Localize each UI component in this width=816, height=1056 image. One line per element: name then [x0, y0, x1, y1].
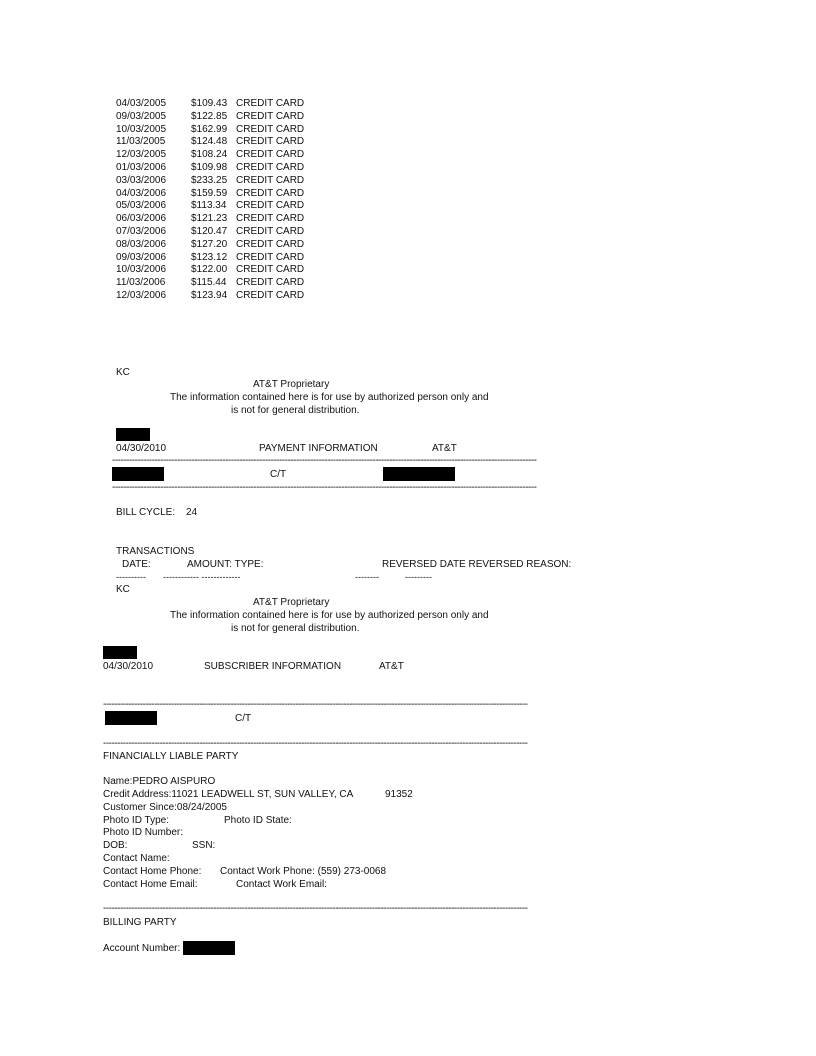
payment-type: CREDIT CARD	[236, 174, 305, 186]
bill-cycle-value: 24	[186, 507, 198, 518]
customer-name: Name:PEDRO AISPURO	[103, 776, 216, 787]
initials: KC	[116, 367, 130, 378]
payment-amount: $122.00	[191, 264, 228, 276]
dob: DOB:	[103, 840, 128, 851]
redaction-block	[105, 711, 157, 725]
payment-info-ct: C/T	[270, 469, 287, 480]
payment-date: 03/03/2006	[116, 174, 167, 186]
payment-type: CREDIT CARD	[236, 149, 305, 161]
contact-home-phone: Contact Home Phone:	[103, 866, 202, 877]
payment-date: 01/03/2006	[116, 162, 167, 173]
proprietary-title: AT&T Proprietary	[253, 597, 330, 608]
payment-date: 08/03/2006	[116, 238, 167, 250]
redaction-block	[112, 467, 164, 481]
contact-home-email: Contact Home Email:	[103, 879, 198, 890]
account-number-label: Account Number:	[103, 943, 181, 954]
payment-amount: $113.34	[191, 200, 227, 212]
payment-date: 04/03/2006	[116, 187, 167, 199]
ssn: SSN:	[192, 840, 216, 851]
payment-type: CREDIT CARD	[236, 187, 305, 199]
payment-amount: $109.43	[191, 98, 228, 109]
payment-amount: $159.59	[191, 187, 228, 199]
payment-amount: $162.99	[191, 123, 228, 135]
payment-info-company: AT&T	[432, 443, 457, 454]
proprietary-notice-line1: The information contained here is for use by authorized person only and	[170, 392, 489, 403]
payment-amount: $123.94	[191, 290, 228, 301]
payment-type: CREDIT CARD	[236, 226, 305, 237]
proprietary-notice-line2: is not for general distribution.	[231, 623, 360, 634]
transactions-dash: --------	[355, 572, 379, 582]
subscriber-info-ct: C/T	[235, 713, 252, 724]
redaction-block	[116, 428, 150, 441]
transactions-heading: TRANSACTIONS	[116, 546, 195, 557]
contact-work-email: Contact Work Email:	[236, 879, 327, 890]
subscriber-info-company: AT&T	[379, 661, 404, 672]
initials: KC	[116, 584, 130, 595]
payment-type: CREDIT CARD	[236, 213, 305, 225]
credit-address: Credit Address:11021 LEADWELL ST, SUN VALLEY, CA	[103, 789, 354, 800]
payment-amount: $109.98	[191, 162, 228, 173]
payment-date: 07/03/2006	[116, 226, 167, 237]
payment-type: CREDIT CARD	[236, 277, 305, 289]
payment-info-heading: PAYMENT INFORMATION	[259, 443, 378, 454]
transactions-dash: ------------ -------------	[163, 572, 241, 582]
payment-date: 12/03/2005	[116, 149, 167, 161]
customer-since: Customer Since:08/24/2005	[103, 802, 227, 813]
payment-amount: $108.24	[191, 149, 228, 161]
dashed-rule: ------------------------------------------------------------------------------------------------------------------------------------------------------	[112, 482, 537, 493]
subscriber-info-heading: SUBSCRIBER INFORMATION	[204, 661, 342, 672]
proprietary-notice-line2: is not for general distribution.	[231, 405, 360, 416]
payment-date: 10/03/2005	[116, 123, 167, 135]
dashed-rule: ------------------------------------------------------------------------------------------------------------------------------------------------------	[103, 699, 528, 710]
photo-id-number: Photo ID Number:	[103, 827, 184, 838]
payment-date: 11/03/2006	[116, 277, 166, 289]
payment-type: CREDIT CARD	[236, 136, 305, 148]
payment-type: CREDIT CARD	[236, 264, 305, 276]
payment-date: 12/03/2006	[116, 290, 167, 301]
contact-work-phone: Contact Work Phone: (559) 273-0068	[220, 866, 387, 877]
transactions-col-date: DATE:	[122, 559, 151, 570]
payment-type: CREDIT CARD	[236, 123, 305, 135]
payment-date: 04/03/2005	[116, 98, 167, 109]
dashed-rule: ------------------------------------------------------------------------------------------------------------------------------------------------------	[103, 903, 528, 914]
contact-name: Contact Name:	[103, 853, 170, 864]
photo-id-state: Photo ID State:	[224, 815, 292, 826]
payment-date: 09/03/2005	[116, 110, 167, 122]
payment-type: CREDIT CARD	[236, 98, 305, 109]
payment-type: CREDIT CARD	[236, 238, 305, 250]
payment-date: 06/03/2006	[116, 213, 167, 225]
photo-id-type: Photo ID Type:	[103, 815, 169, 826]
payment-amount: $233.25	[191, 174, 228, 186]
credit-address-zip: 91352	[385, 789, 413, 800]
subscriber-info-date: 04/30/2010	[103, 661, 154, 672]
payment-date: 10/03/2006	[116, 264, 167, 276]
transactions-col-reversed: REVERSED DATE REVERSED REASON:	[382, 559, 572, 570]
payment-type: CREDIT CARD	[236, 200, 305, 212]
transactions-col-amount-type: AMOUNT: TYPE:	[187, 559, 264, 570]
proprietary-title: AT&T Proprietary	[253, 379, 330, 390]
payment-amount: $123.12	[191, 251, 228, 263]
bill-cycle-label: BILL CYCLE:	[116, 507, 176, 518]
payment-amount: $127.20	[191, 238, 228, 250]
proprietary-notice-line1: The information contained here is for use by authorized person only and	[170, 610, 489, 621]
transactions-dash: ---------	[405, 572, 432, 582]
redaction-block	[183, 941, 235, 955]
financially-liable-heading: FINANCIALLY LIABLE PARTY	[103, 751, 239, 762]
billing-party-heading: BILLING PARTY	[103, 917, 177, 928]
payment-date: 05/03/2006	[116, 200, 167, 212]
redaction-block	[383, 467, 455, 481]
payment-info-date: 04/30/2010	[116, 443, 167, 454]
payment-amount: $124.48	[191, 136, 228, 148]
payment-type: CREDIT CARD	[236, 162, 305, 173]
payment-type: CREDIT CARD	[236, 110, 305, 122]
dashed-rule: ------------------------------------------------------------------------------------------------------------------------------------------------------	[103, 738, 528, 749]
redaction-block	[103, 646, 137, 659]
transactions-dash: ----------	[116, 572, 146, 582]
payment-date: 11/03/2005	[116, 136, 166, 148]
payment-type: CREDIT CARD	[236, 251, 305, 263]
payment-type: CREDIT CARD	[236, 290, 305, 301]
payment-amount: $122.85	[191, 110, 228, 122]
payment-amount: $115.44	[191, 277, 227, 289]
payment-amount: $120.47	[191, 226, 228, 237]
dashed-rule: ------------------------------------------------------------------------------------------------------------------------------------------------------	[112, 455, 537, 466]
payment-amount: $121.23	[191, 213, 228, 225]
payment-date: 09/03/2006	[116, 251, 167, 263]
